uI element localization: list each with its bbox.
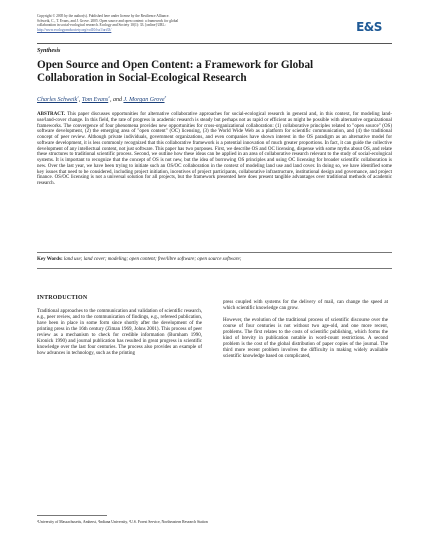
keywords	[37, 257, 392, 262]
introduction-heading: INTRODUCTION	[37, 295, 88, 301]
author-link[interactable]: J. Morgan Grove	[123, 97, 165, 103]
section-label: Synthesis	[37, 48, 61, 54]
body-paragraph: press coupled with systems for the delivery of mail, can change the speed at which scientific knowledge can grow.	[223, 300, 388, 312]
author-list	[37, 95, 166, 103]
keywords-label: Key Words:	[37, 257, 63, 262]
citation-line: Schweik, C., T. Evans, and J. Grove. 2005. Open source and open content: a framework for global	[37, 18, 179, 23]
header-divider	[37, 43, 392, 44]
abstract-text: This paper discusses opportunities for alternative collaborative approaches for social-ecological research in general and, in this context, for modeling land-use/land-cover change. In this field, the rate of progress in academic research is steady but perhaps not as rapid or efficient as might be possible with alternative organizational frameworks. The convergence of four phenomena provides new opportunities for cross-organizational collaboration: (1) collaborative principles related to "open source" (OS) software development, (2) the emerging area of "open content" (OC) licensing, (3) the World Wide Web as a platform for scientific communication, and (4) the traditional concept of peer review. Although private individuals, government organizations, and even companies have shown interest in the OS paradigm as an alternative model for software development, it is less commonly recognized that this collaborative framework is a potential innovation of much greater proportions. In fact, it can guide the collective development of any intellectual content, not just software. This paper has two purposes. First, we describe OS and OC licensing, dispense with some myths about OS, and relate these structures to traditional scientific process. Second, we outline how these ideas can be applied in an area of collaborative research relevant to the study of social-ecological systems. It is important to recognize that the concept of OS is not new, but the idea of borrowing OS principles and using OC licensing for broader scientific collaboration is new. Over the last year, we have been trying to initiate such an OS/OC collaboration in the context of modeling land use and land cover. In doing so, we have identified some key issues that need to be considered, including project initiation, incentives of project participants, collaborative infrastructure, institutional design and governance, and project finance. OS/OC licensing is not a universal solution for all projects, but the framework presented here does present tangible advantages over traditional methods of academic research.	[37, 112, 392, 186]
abstract	[37, 112, 392, 187]
footnote-divider	[37, 515, 107, 516]
keywords-divider-bottom	[37, 268, 392, 269]
article-title: Open Source and Open Content: a Framework for Global Collaboration in Social-Ecological Research	[37, 59, 314, 84]
body-paragraph: Traditional approaches to the communication and validation of scientific research, e.g., peer review, and to the communication of findings, e.g., refereed publication, have been in place in some form since shortly after the development of the printing press in the 16th century (Ziman 1969, Johns 2001). This process of peer review as a mechanism to check for credible information (Burnham 1990, Kronick 1990) and journal publication has resulted in great progress in scientific knowledge over the last four centuries. The process also provides an example of how advances in technology, such as the printing	[37, 309, 202, 357]
author-link[interactable]: Tom Evans	[81, 97, 109, 103]
citation-header	[37, 14, 327, 32]
citation-line: Copyright © 2005 by the author(s). Published here under license by the Resilience Alliance.	[37, 14, 170, 18]
author-separator: ,	[78, 97, 82, 103]
author-affiliation-mark: 2	[108, 95, 110, 99]
body-column-right	[223, 300, 388, 360]
author-affiliation-mark: 3	[164, 95, 167, 99]
author-separator: , and	[109, 97, 124, 103]
keywords-divider-top	[37, 252, 392, 253]
author-affiliation-mark: 1	[77, 95, 79, 99]
citation-line: collaboration in social-ecological research. Ecology and Society 10(1): 33. [online] URL:	[37, 23, 166, 28]
keywords-text: land use; land cover; modeling; open content; free/libre software; open source software;	[62, 257, 242, 262]
abstract-label: ABSTRACT.	[37, 112, 66, 117]
body-paragraph: However, the evolution of the traditional process of scientific discourse over the course of four centuries is not without two age-old, and one more recent, problems. The first relates to the costs of scientific publishing, which forms the kind of brevity in publication notable in word-count restrictions. A second problem is the cost of the global distribution of paper copies of the journal. The third more recent problem involves the difficulty in making widely available scientific knowledge based on complicated,	[223, 318, 388, 360]
journal-logo: E&S	[356, 20, 382, 34]
body-column-left	[37, 309, 202, 357]
article-url-link[interactable]: http://www.ecologyandsociety.org/vol10/iss1/art33/	[37, 27, 112, 32]
affiliation-footnote: ¹University of Massachusetts, Amherst, ²Indiana University, ³U.S. Forest Service, Northeastern Research Station	[37, 520, 208, 524]
author-link[interactable]: Charles Schweik	[37, 97, 78, 103]
